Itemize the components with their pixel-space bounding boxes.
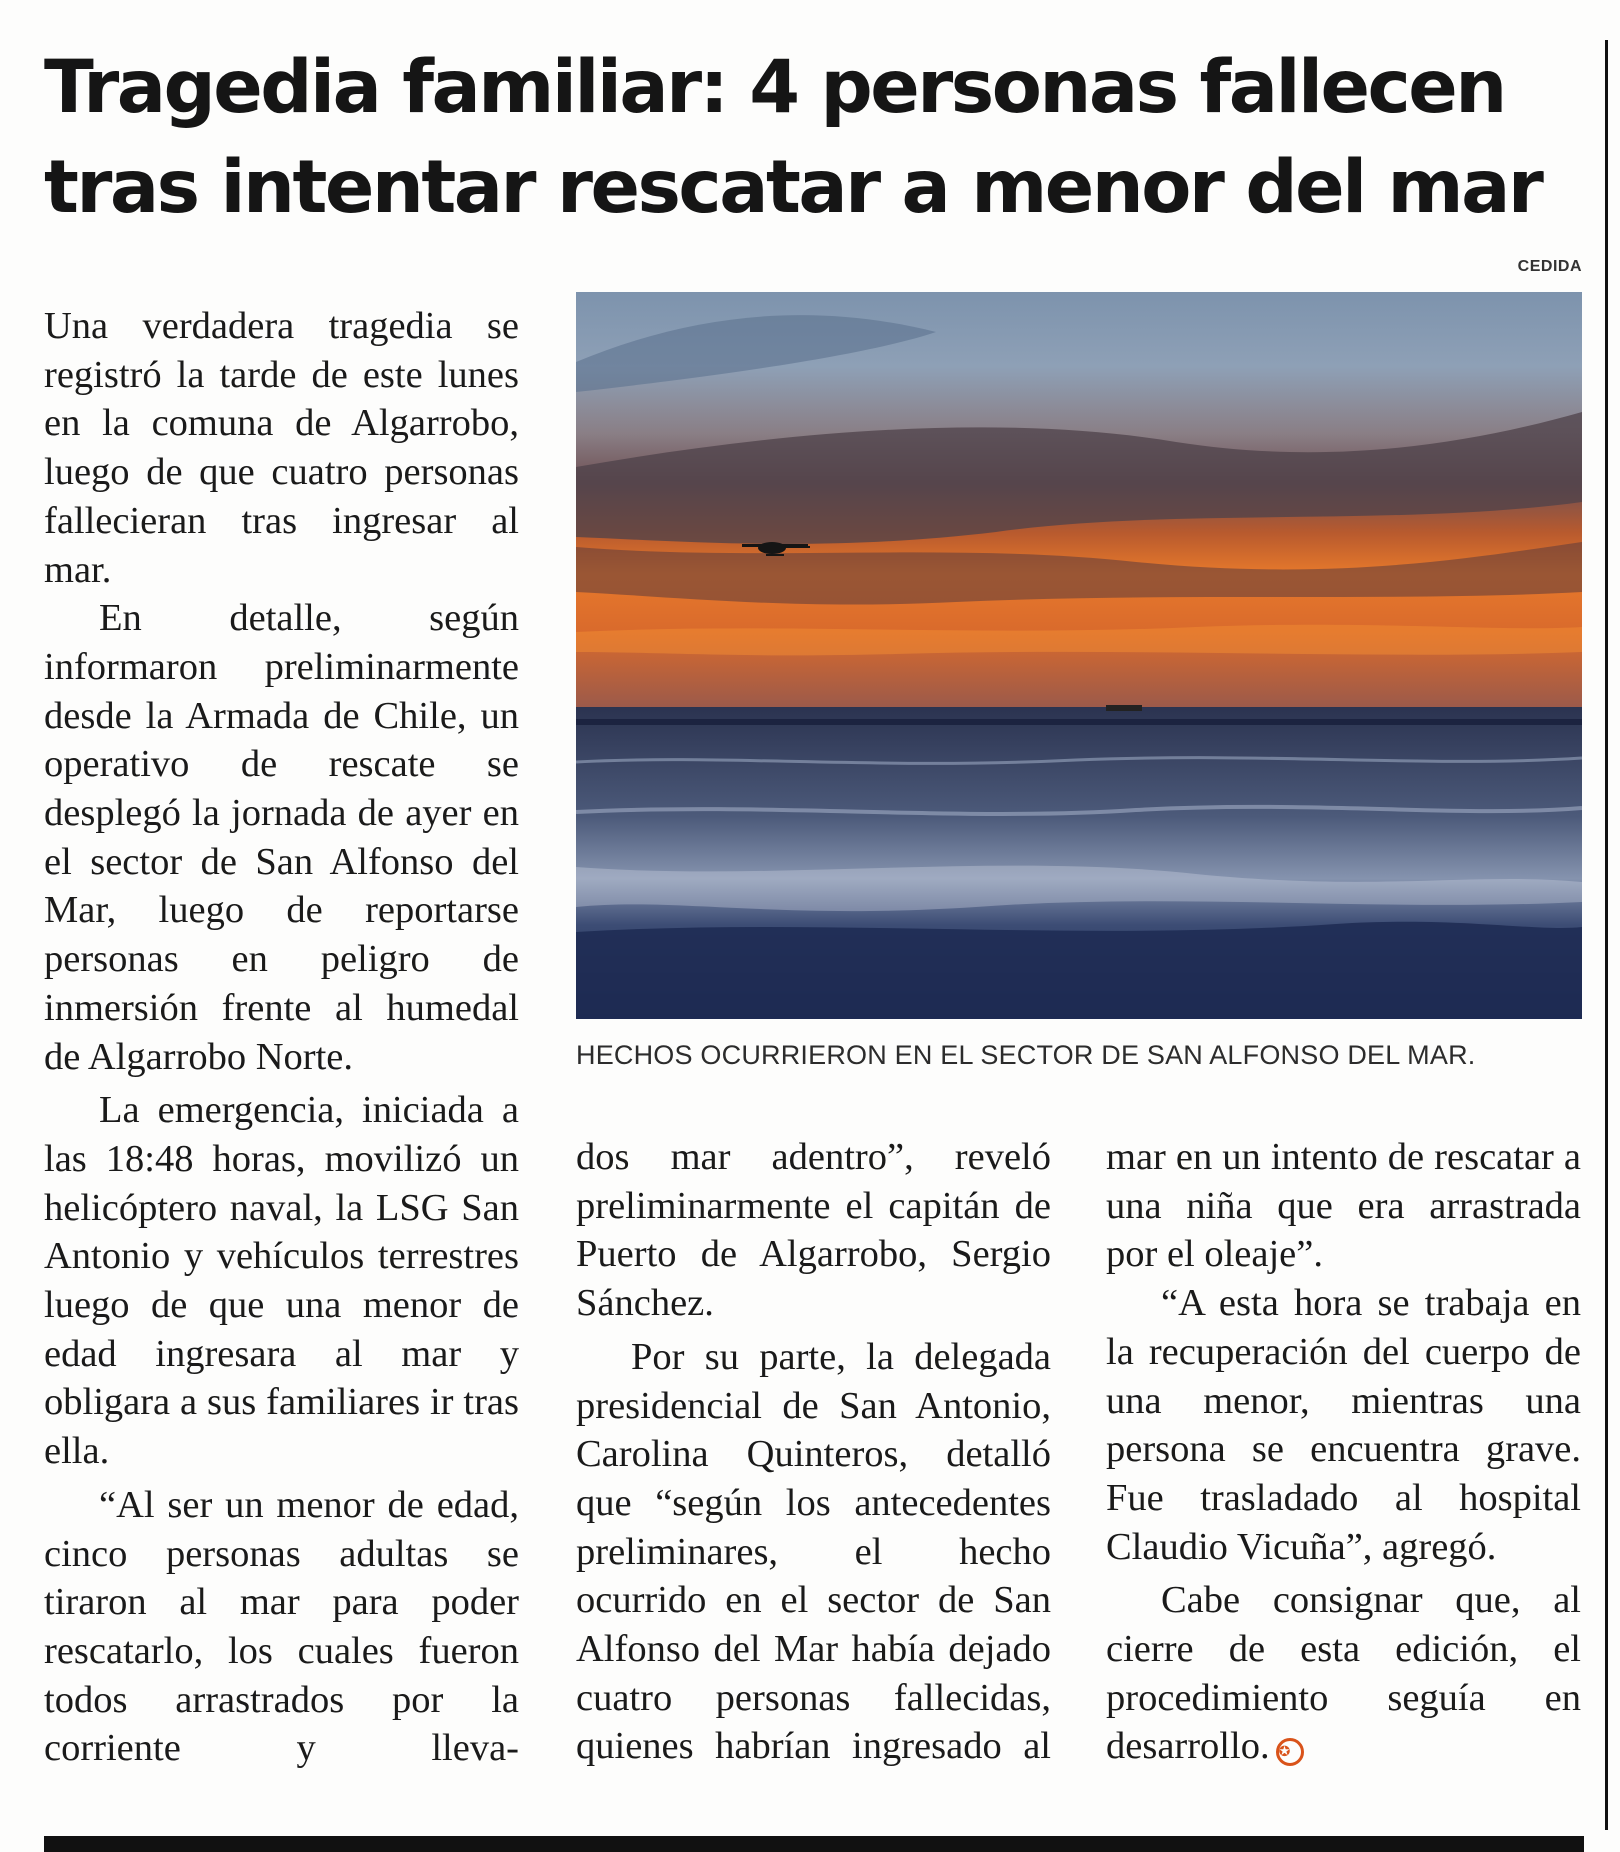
- paragraph: mar en un intento de rescatar a una niña que era arrastrada por el oleaje”.: [1106, 1136, 1581, 1276]
- paragraph: dos mar adentro”, reveló preliminarmente el capitán de Puerto de Algarrobo, Sergio Sánchez.: [576, 1136, 1051, 1325]
- paragraph-closing: [1106, 1576, 1581, 1771]
- headline: [44, 38, 1604, 238]
- photo-credit: CEDIDA: [1517, 258, 1582, 275]
- bottom-rule: [44, 1836, 1584, 1852]
- headline-line-2: tras intentar rescatar a menor del mar: [44, 145, 1542, 230]
- sunset-sea-helicopter-photo: [576, 292, 1582, 1019]
- column-rule: [1605, 40, 1608, 1830]
- article-column-3: [1106, 1133, 1581, 1771]
- article-photo: [576, 292, 1582, 1019]
- end-of-article-icon: ✪: [1276, 1738, 1304, 1766]
- headline-line-1: Tragedia familiar: 4 personas fallecen: [44, 45, 1505, 130]
- paragraph: La emergencia, iniciada a las 18:48 horas, movilizó un helicóptero naval, la LSG San Antonio y vehículos terrestres luego de que una menor de edad ingresara al mar y obligara a sus familiares ir tras ella.: [44, 1089, 519, 1473]
- paragraph: “A esta hora se trabaja en la recuperación del cuerpo de una menor, mientras una persona se encuentra grave. Fue trasladado al hospital Claudio Vicuña”, agregó.: [1106, 1282, 1581, 1568]
- paragraph: Una verdadera tragedia se registró la tarde de este lunes en la comuna de Algarrobo, luego de que cuatro personas fallecieran tras ingresar al mar.: [44, 305, 519, 591]
- article-column-1: [44, 302, 519, 1773]
- photo-caption: HECHOS OCURRIERON EN EL SECTOR DE SAN ALFONSO DEL MAR.: [576, 1040, 1476, 1070]
- paragraph: “Al ser un menor de edad, cinco personas adultas se tiraron al mar para poder rescatarlo, los cuales fueron todos arrastrados por la corriente y lleva-: [44, 1483, 519, 1770]
- paragraph: Por su parte, la delegada presidencial de San Antonio, Carolina Quinteros, detalló que “según los antecedentes preliminares, el hecho ocurrido en el sector de San Alfonso del Mar había dejado cuatro personas fallecidas, quienes habrían ingresado al: [576, 1335, 1051, 1768]
- paragraph-text: Cabe consignar que, al cierre de esta edición, el procedimiento seguía en desarrollo.: [1106, 1579, 1581, 1768]
- article-column-2: [576, 1133, 1051, 1771]
- paragraph: En detalle, según informaron preliminarmente desde la Armada de Chile, un operativo de rescate se desplegó la jornada de ayer en el sector de San Alfonso del Mar, luego de reportarse personas en peligro de inmersión frente al humedal de Algarrobo Norte.: [44, 597, 519, 1078]
